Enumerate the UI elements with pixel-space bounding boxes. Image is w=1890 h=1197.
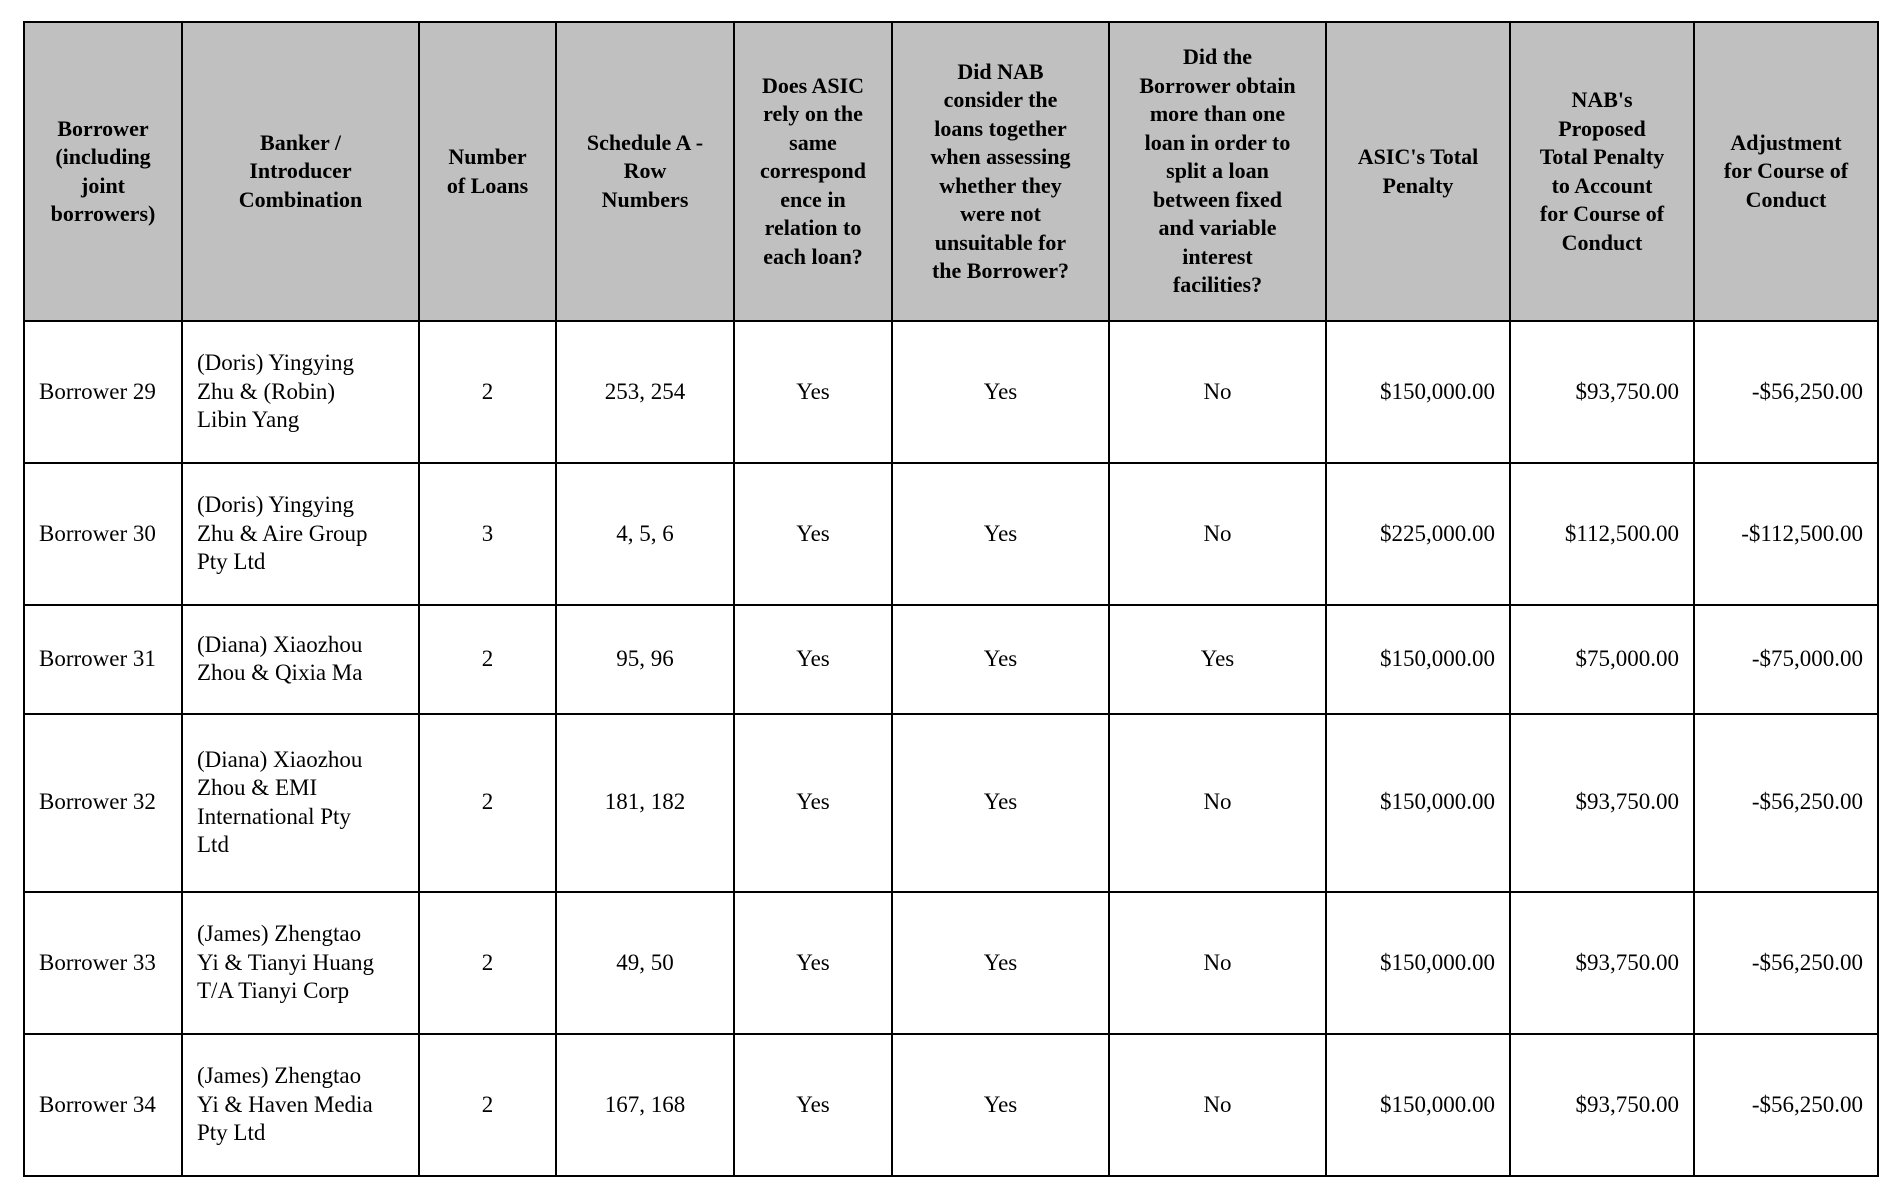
header-line: to Account <box>1551 172 1653 198</box>
schedule-rows-cell: 253, 254 <box>556 321 734 463</box>
table-row <box>24 1034 1878 1176</box>
split-loan-cell: No <box>1109 714 1326 892</box>
banker-line: Ltd <box>197 832 229 858</box>
header-line: relation to <box>764 215 862 241</box>
considered-together-cell: Yes <box>892 714 1109 892</box>
header-split-loan <box>1109 22 1326 321</box>
header-line: Did NAB <box>957 58 1044 84</box>
split-loan-cell: No <box>1109 892 1326 1034</box>
schedule-rows-cell: 167, 168 <box>556 1034 734 1176</box>
banker-line: Zhu & Aire Group <box>197 520 368 546</box>
header-line: for Course of <box>1539 201 1665 226</box>
header-borrower <box>24 22 182 321</box>
header-line: unsuitable for <box>934 229 1067 255</box>
header-line: ence in <box>780 186 846 212</box>
split-loan-cell: No <box>1109 463 1326 605</box>
asic-penalty-cell: $150,000.00 <box>1326 892 1510 1034</box>
banker-line: (Diana) Xiaozhou <box>197 746 363 772</box>
banker-line: (James) Zhengtao <box>197 921 362 947</box>
loans-cell: 2 <box>419 892 556 1034</box>
borrower-cell: Borrower 29 <box>24 321 182 463</box>
asic-penalty-cell: $150,000.00 <box>1326 605 1510 713</box>
borrower-cell: Borrower 34 <box>24 1034 182 1176</box>
banker-cell <box>182 714 419 892</box>
banker-cell <box>182 321 419 463</box>
header-schedule-a-rows <box>556 22 734 321</box>
nab-penalty-cell: $93,750.00 <box>1510 1034 1694 1176</box>
banker-line: Zhou & EMI <box>197 775 318 801</box>
considered-together-cell: Yes <box>892 463 1109 605</box>
header-line: joint <box>81 172 125 198</box>
borrower-cell: Borrower 32 <box>24 714 182 892</box>
table-body <box>24 321 1878 1176</box>
adjustment-cell: -$112,500.00 <box>1694 463 1878 605</box>
header-line: NAB's <box>1571 87 1633 112</box>
header-line: consider the <box>943 87 1058 112</box>
header-line: were not <box>960 201 1041 226</box>
schedule-rows-cell: 95, 96 <box>556 605 734 713</box>
header-banker-introducer <box>182 22 419 321</box>
adjustment-cell: -$75,000.00 <box>1694 605 1878 713</box>
banker-line: (James) Zhengtao <box>197 1063 362 1089</box>
same-correspondence-cell: Yes <box>734 892 892 1034</box>
penalty-table <box>23 21 1879 1177</box>
adjustment-cell: -$56,250.00 <box>1694 714 1878 892</box>
schedule-rows-cell: 49, 50 <box>556 892 734 1034</box>
header-line: Conduct <box>1745 186 1827 212</box>
same-correspondence-cell: Yes <box>734 714 892 892</box>
same-correspondence-cell: Yes <box>734 463 892 605</box>
nab-penalty-cell: $112,500.00 <box>1510 463 1694 605</box>
adjustment-cell: -$56,250.00 <box>1694 892 1878 1034</box>
header-considered-together <box>892 22 1109 321</box>
header-line: for Course of <box>1723 158 1849 184</box>
banker-cell <box>182 1034 419 1176</box>
schedule-rows-cell: 4, 5, 6 <box>556 463 734 605</box>
banker-cell <box>182 463 419 605</box>
header-line: Combination <box>238 186 363 212</box>
table-row <box>24 892 1878 1034</box>
considered-together-cell: Yes <box>892 892 1109 1034</box>
considered-together-cell: Yes <box>892 605 1109 713</box>
loans-cell: 2 <box>419 714 556 892</box>
asic-penalty-cell: $150,000.00 <box>1326 714 1510 892</box>
header-line: facilities? <box>1172 272 1263 298</box>
nab-penalty-cell: $93,750.00 <box>1510 321 1694 463</box>
header-line: interest <box>1182 243 1253 269</box>
header-line: Penalty <box>1382 172 1454 198</box>
banker-line: Pty Ltd <box>197 549 266 575</box>
header-line: Schedule A - <box>586 129 704 155</box>
header-line: the Borrower? <box>931 258 1070 283</box>
table-header <box>24 22 1878 321</box>
header-line: Number <box>448 144 527 169</box>
table-row <box>24 463 1878 605</box>
header-same-correspondence <box>734 22 892 321</box>
loans-cell: 2 <box>419 1034 556 1176</box>
header-line: between fixed <box>1153 186 1282 212</box>
header-line: Did the <box>1182 44 1253 70</box>
header-line: Borrower obtain <box>1139 72 1296 98</box>
borrower-cell: Borrower 33 <box>24 892 182 1034</box>
header-line: Adjustment <box>1730 129 1842 155</box>
banker-line: Zhu & (Robin) <box>197 378 335 404</box>
table-row <box>24 714 1878 892</box>
header-line: rely on the <box>763 101 863 127</box>
header-number-of-loans <box>419 22 556 321</box>
table-row <box>24 605 1878 713</box>
header-line: Borrower <box>57 115 149 141</box>
header-line: Does ASIC <box>761 72 865 98</box>
header-line: Numbers <box>601 186 689 212</box>
header-line: Conduct <box>1561 229 1643 255</box>
header-line: loans together <box>934 115 1067 141</box>
header-line: and variable <box>1158 215 1277 241</box>
banker-line: (Doris) Yingying <box>197 492 354 518</box>
banker-line: (Diana) Xiaozhou <box>197 631 363 657</box>
header-line: correspond <box>760 158 866 184</box>
banker-line: (Doris) Yingying <box>197 350 354 376</box>
header-line: Introducer <box>249 158 352 184</box>
header-line: ASIC's Total <box>1357 144 1479 169</box>
loans-cell: 2 <box>419 605 556 713</box>
banker-line: Libin Yang <box>197 407 300 433</box>
considered-together-cell: Yes <box>892 1034 1109 1176</box>
banker-line: Pty Ltd <box>197 1120 266 1146</box>
header-line: when assessing <box>930 144 1071 169</box>
header-line: Row <box>623 158 667 184</box>
borrower-cell: Borrower 30 <box>24 463 182 605</box>
split-loan-cell: No <box>1109 321 1326 463</box>
banker-line: Yi & Tianyi Huang <box>197 949 375 975</box>
header-line: Total Penalty <box>1539 144 1665 169</box>
header-adjustment <box>1694 22 1878 321</box>
asic-penalty-cell: $225,000.00 <box>1326 463 1510 605</box>
split-loan-cell: Yes <box>1109 605 1326 713</box>
banker-line: International Pty <box>197 803 351 829</box>
adjustment-cell: -$56,250.00 <box>1694 1034 1878 1176</box>
asic-penalty-cell: $150,000.00 <box>1326 321 1510 463</box>
header-line: more than one <box>1149 101 1286 127</box>
header-line: same <box>789 129 837 155</box>
split-loan-cell: No <box>1109 1034 1326 1176</box>
same-correspondence-cell: Yes <box>734 1034 892 1176</box>
adjustment-cell: -$56,250.00 <box>1694 321 1878 463</box>
header-line: (including <box>55 144 151 169</box>
header-row <box>24 22 1878 321</box>
header-line: split a loan <box>1166 158 1269 184</box>
loans-cell: 3 <box>419 463 556 605</box>
header-line: of Loans <box>446 172 529 198</box>
header-line: borrowers) <box>50 201 156 226</box>
header-line: Proposed <box>1558 115 1646 141</box>
same-correspondence-cell: Yes <box>734 321 892 463</box>
header-line: loan in order to <box>1144 129 1291 155</box>
header-nab-proposed-penalty <box>1510 22 1694 321</box>
nab-penalty-cell: $75,000.00 <box>1510 605 1694 713</box>
loans-cell: 2 <box>419 321 556 463</box>
table-row <box>24 321 1878 463</box>
considered-together-cell: Yes <box>892 321 1109 463</box>
header-line: Banker / <box>260 129 341 155</box>
banker-cell <box>182 605 419 713</box>
header-line: whether they <box>939 172 1062 198</box>
banker-line: T/A Tianyi Corp <box>197 978 350 1004</box>
borrower-cell: Borrower 31 <box>24 605 182 713</box>
nab-penalty-cell: $93,750.00 <box>1510 892 1694 1034</box>
banker-line: Zhou & Qixia Ma <box>197 660 363 686</box>
banker-cell <box>182 892 419 1034</box>
header-line: each loan? <box>763 243 863 269</box>
banker-line: Yi & Haven Media <box>197 1091 373 1117</box>
same-correspondence-cell: Yes <box>734 605 892 713</box>
nab-penalty-cell: $93,750.00 <box>1510 714 1694 892</box>
header-asic-total-penalty <box>1326 22 1510 321</box>
schedule-rows-cell: 181, 182 <box>556 714 734 892</box>
asic-penalty-cell: $150,000.00 <box>1326 1034 1510 1176</box>
